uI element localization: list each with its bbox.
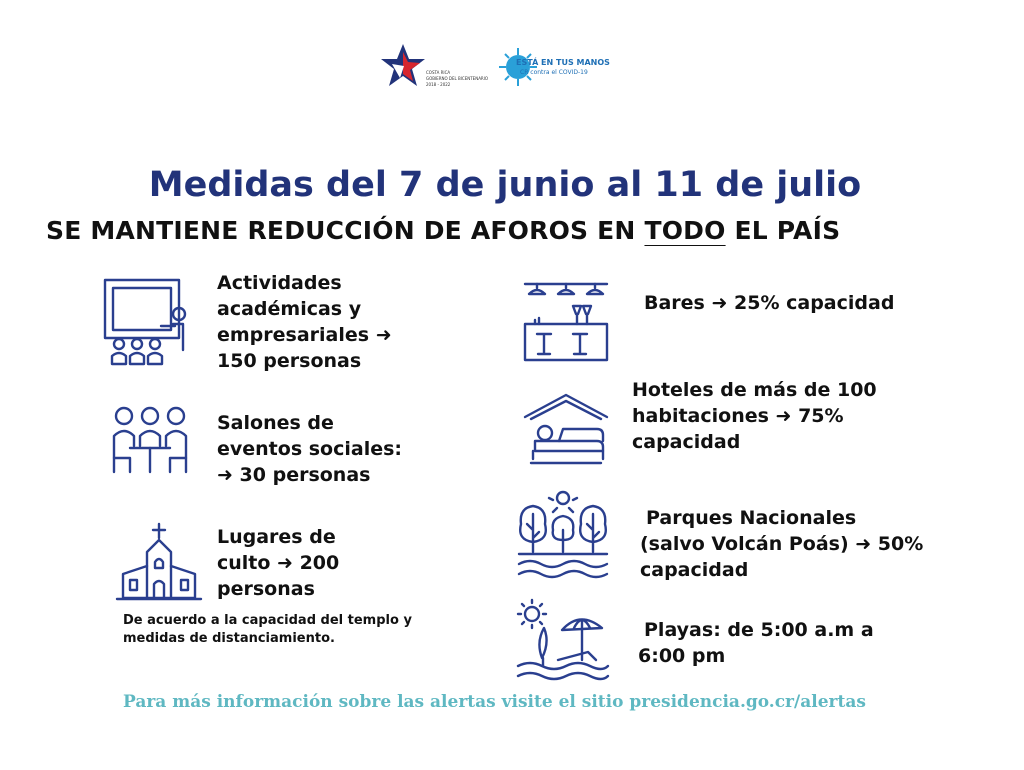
event-hall-icon xyxy=(110,406,190,478)
page-subtitle xyxy=(46,216,840,245)
campaign-logo xyxy=(498,44,618,92)
subtitle-underlined: TODO xyxy=(644,216,726,245)
item-hotels xyxy=(632,377,877,455)
beach-icon xyxy=(516,598,610,680)
item-line: capacidad xyxy=(632,431,741,453)
item-bars xyxy=(644,290,894,316)
item-line: Bares ➜ 25% capacidad xyxy=(644,292,895,314)
classroom-icon xyxy=(103,278,195,370)
campaign-line2: CR contra el COVID-19 xyxy=(520,69,588,76)
item-line: ➜ 30 personas xyxy=(217,464,371,486)
item-line: Salones de xyxy=(217,412,334,434)
note-line: medidas de distanciamiento. xyxy=(123,631,335,646)
item-line: académicas y xyxy=(217,298,362,320)
item-event-halls xyxy=(217,410,402,488)
item-worship xyxy=(217,524,339,602)
item-line: Hoteles de más de 100 xyxy=(632,379,877,401)
item-academic xyxy=(217,270,392,374)
item-line: Actividades xyxy=(217,272,342,294)
virus-logo-icon xyxy=(498,44,538,90)
hotel-bed-icon xyxy=(523,393,609,467)
item-line: (salvo Volcán Poás) ➜ 50% xyxy=(640,533,924,555)
star-logo-icon xyxy=(378,42,428,92)
item-beaches xyxy=(638,617,874,669)
item-line: Playas: de 5:00 a.m a xyxy=(644,619,874,641)
logo-years-text: 2018 - 2022 xyxy=(426,82,451,87)
note-line: De acuerdo a la capacidad del templo y xyxy=(123,613,412,628)
campaign-line1: ESTÁ EN TUS MANOS xyxy=(516,58,610,67)
worship-note xyxy=(123,612,412,648)
footer-info: Para más información sobre las alertas visite el sitio presidencia.go.cr/alertas xyxy=(123,692,866,712)
item-line: capacidad xyxy=(640,559,749,581)
bar-icon xyxy=(521,280,611,362)
logo-country-text: COSTA RICA xyxy=(426,70,451,75)
item-line: Parques Nacionales xyxy=(646,507,857,529)
logo-gov-text: GOBIERNO DEL BICENTENARIO xyxy=(426,76,489,81)
park-icon xyxy=(517,490,609,580)
item-line: Lugares de xyxy=(217,526,336,548)
page-title: Medidas del 7 de junio al 11 de julio xyxy=(148,165,862,205)
item-line: personas xyxy=(217,578,315,600)
subtitle-after: EL PAÍS xyxy=(725,216,841,245)
subtitle-before: SE MANTIENE REDUCCIÓN DE AFOROS EN xyxy=(46,216,645,245)
item-line: 6:00 pm xyxy=(638,645,726,667)
item-parks xyxy=(640,505,923,583)
item-line: empresariales ➜ xyxy=(217,324,392,346)
item-line: culto ➜ 200 xyxy=(217,552,340,574)
gobierno-logo xyxy=(378,42,498,94)
church-icon xyxy=(117,522,201,602)
item-line: eventos sociales: xyxy=(217,438,403,460)
item-line: 150 personas xyxy=(217,350,362,372)
item-line: habitaciones ➜ 75% xyxy=(632,405,844,427)
